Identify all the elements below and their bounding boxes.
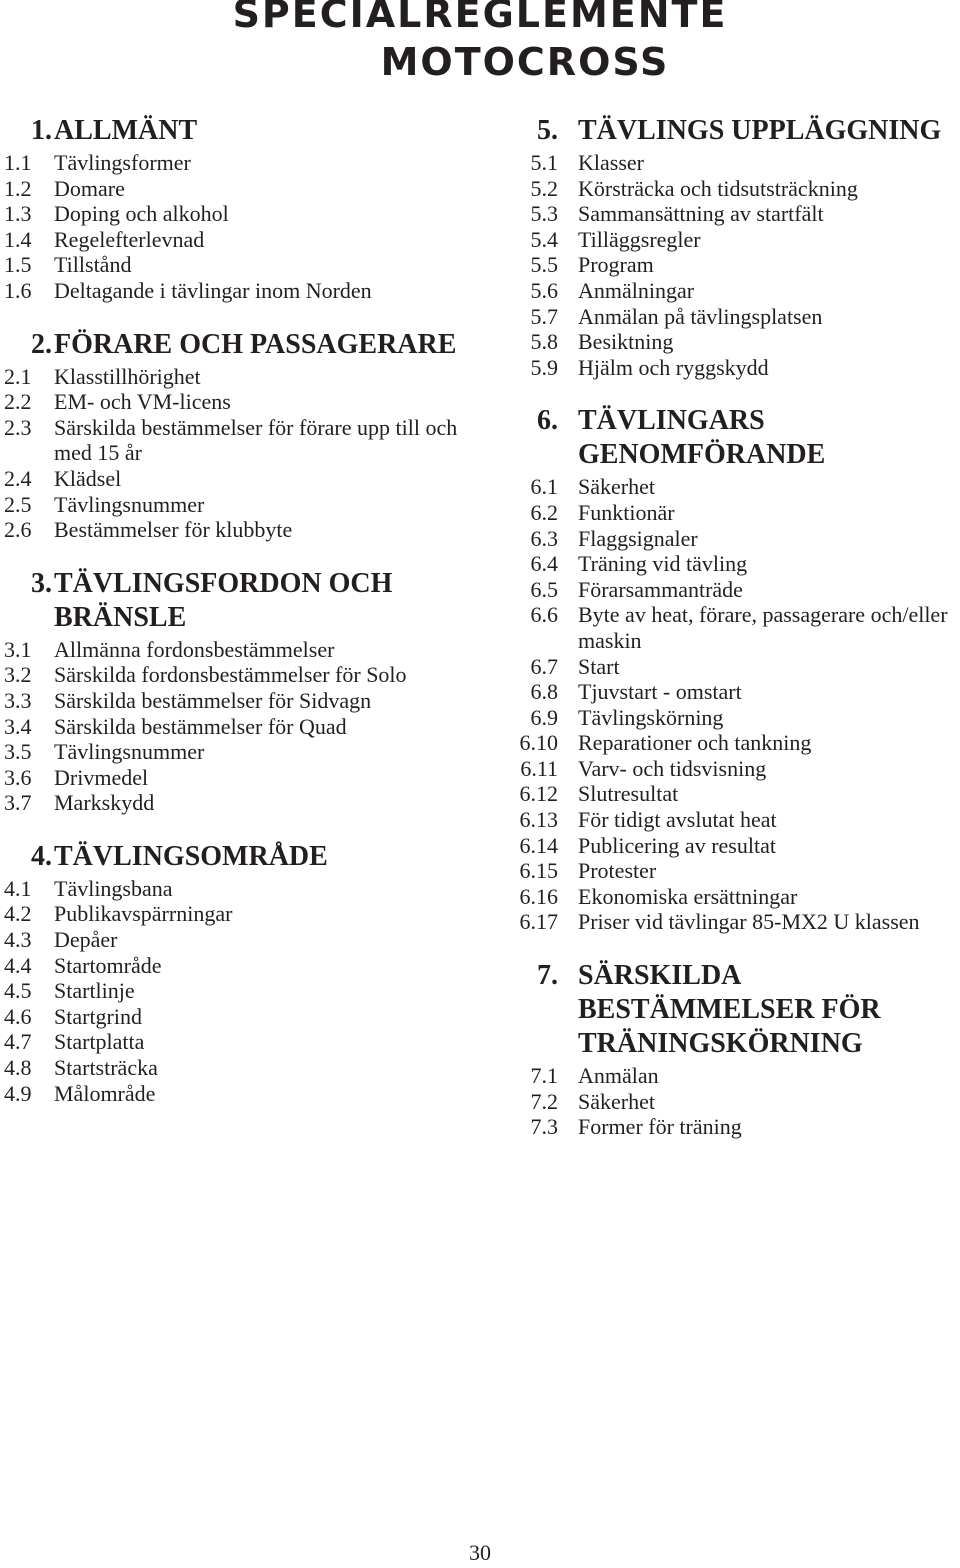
section-heading (0, 328, 470, 362)
entry-number: 5.2 (530, 175, 558, 201)
entry-number: 1.1 (4, 150, 32, 175)
toc-entry (0, 978, 470, 1004)
entry-number: 5.3 (530, 201, 558, 227)
entry-number: 6.4 (530, 551, 558, 577)
entry-number: 7.1 (530, 1063, 558, 1089)
section-number: 2. (31, 328, 52, 360)
entry-title: Tävlingsbana (54, 875, 173, 901)
section-heading (490, 404, 960, 472)
section-title: TÄVLINGSOMRÅDE (54, 840, 328, 872)
toc-entry (490, 833, 960, 859)
section-title: FÖRARE OCH PASSAGERARE (54, 328, 457, 360)
toc-entry (490, 909, 960, 935)
toc-entry (0, 901, 470, 927)
toc-entry (490, 278, 960, 304)
entry-number: 5.4 (530, 226, 558, 252)
toc-entry (490, 654, 960, 680)
toc-left-column (0, 114, 470, 1106)
title-line-2: MOTOCROSS (380, 40, 670, 84)
toc-entry (490, 1063, 960, 1089)
toc-entry (490, 474, 960, 500)
entry-number: 3.2 (4, 662, 32, 688)
entry-number: 6.2 (530, 499, 558, 525)
entry-title: Klädsel (54, 465, 122, 491)
entry-number: 6.17 (519, 909, 558, 935)
toc-entry (490, 756, 960, 782)
entry-number: 6.5 (530, 576, 558, 602)
toc-entry (0, 688, 470, 714)
toc-entry (0, 466, 470, 492)
toc-section (0, 567, 470, 816)
entry-title: Publicering av resultat (578, 832, 776, 858)
entry-title: Allmänna fordonsbestämmelser (54, 636, 335, 662)
entry-title: Byte av heat, förare, passagerare och/eller maskin (578, 602, 948, 653)
entry-title: Markskydd (54, 790, 155, 816)
entry-number: 3.4 (4, 713, 32, 739)
toc-entry (490, 781, 960, 807)
toc-section (490, 114, 960, 380)
entry-number: 7.3 (530, 1114, 558, 1140)
entry-title: Särskilda bestämmelser för förare upp till och med 15 år (54, 414, 458, 466)
toc-entry (0, 415, 470, 466)
entry-number: 2.2 (4, 389, 32, 415)
section-heading (0, 567, 470, 635)
toc-entry (0, 1004, 470, 1030)
section-number: 1. (31, 115, 52, 146)
entry-title: Tillstånd (54, 252, 132, 278)
entry-title: Tävlingskörning (578, 704, 724, 730)
entry-title: Slutresultat (578, 781, 679, 807)
toc-entry (0, 1055, 470, 1081)
entry-title: Särskilda fordonsbestämmelser för Solo (54, 662, 407, 688)
entry-number: 4.1 (4, 875, 32, 901)
entry-title: Besiktning (578, 329, 674, 355)
entry-number: 6.15 (519, 858, 558, 884)
entry-title: Former för träning (578, 1114, 742, 1140)
toc-entry (0, 278, 470, 304)
entry-number: 5.6 (530, 277, 558, 303)
entry-title: Program (578, 252, 654, 278)
toc-entry (490, 355, 960, 381)
entry-number: 6.7 (530, 653, 558, 679)
entry-number: 3.6 (4, 764, 32, 790)
page-number: 30 (469, 1540, 491, 1565)
entry-number: 5.5 (530, 252, 558, 278)
entry-title: För tidigt avslutat heat (578, 807, 777, 833)
toc-entry (0, 765, 470, 791)
entry-number: 4.3 (4, 927, 32, 953)
entry-title: Tävlingsnummer (54, 491, 205, 517)
entry-number: 6.8 (530, 679, 558, 705)
entry-number: 6.16 (519, 883, 558, 909)
toc-section (490, 959, 960, 1140)
title-line-1: SPECIALREGLEMENTE (232, 0, 728, 36)
entry-number: 1.2 (4, 175, 32, 201)
toc-entry (0, 492, 470, 518)
entry-number: 3.1 (4, 636, 32, 662)
toc-entry (0, 790, 470, 816)
entry-title: Startlinje (54, 978, 135, 1004)
entry-title: Funktionär (578, 499, 675, 525)
toc-entry (0, 714, 470, 740)
entry-title: Anmälan på tävlingsplatsen (578, 303, 823, 329)
entry-number: 4.8 (4, 1055, 32, 1081)
toc-entry (490, 679, 960, 705)
toc-entry (490, 551, 960, 577)
toc-entry (0, 953, 470, 979)
section-number: 3. (31, 567, 52, 599)
entry-number: 3.5 (4, 739, 32, 765)
entry-title: Ekonomiska ersättningar (578, 883, 798, 909)
entry-title: Priser vid tävlingar 85-MX2 U klassen (578, 909, 920, 935)
entry-title: Träning vid tävling (578, 551, 748, 577)
toc-entry (490, 1114, 960, 1140)
toc-entry (490, 1089, 960, 1115)
toc-entry (490, 201, 960, 227)
toc-entry (490, 858, 960, 884)
entry-number: 6.11 (520, 755, 558, 781)
entry-number: 6.14 (519, 832, 558, 858)
toc-entry (490, 304, 960, 330)
entry-title: Domare (54, 175, 125, 201)
entry-title: Startgrind (54, 1003, 142, 1029)
entry-number: 4.6 (4, 1003, 32, 1029)
toc-section (0, 840, 470, 1106)
toc-entry (490, 150, 960, 176)
entry-title: Drivmedel (54, 764, 149, 790)
entry-number: 2.1 (4, 363, 32, 389)
entry-number: 5.8 (530, 329, 558, 355)
entry-number: 6.10 (519, 730, 558, 756)
toc-right-column (490, 114, 960, 1140)
entry-title: Startsträcka (54, 1055, 158, 1081)
entry-number: 3.7 (4, 790, 32, 816)
entry-number: 4.2 (4, 901, 32, 927)
entry-title: Tävlingsformer (54, 150, 191, 175)
entry-number: 5.7 (530, 303, 558, 329)
entry-title: Depåer (54, 927, 118, 953)
entry-title: Sammansättning av startfält (578, 201, 824, 227)
entry-title: Startområde (54, 952, 162, 978)
toc-entry (490, 227, 960, 253)
entry-title: Särskilda bestämmelser för Quad (54, 713, 347, 739)
section-heading (490, 959, 960, 1061)
entry-title: Startplatta (54, 1029, 145, 1055)
entry-title: Deltagande i tävlingar inom Norden (54, 277, 372, 303)
toc-entry (490, 526, 960, 552)
entry-title: Protester (578, 858, 657, 884)
toc-entry (0, 637, 470, 663)
section-title: TÄVLINGSFORDON OCH BRÄNSLE (54, 567, 393, 633)
entry-number: 4.4 (4, 952, 32, 978)
entry-title: Publikavspärrningar (54, 901, 233, 927)
entry-title: Anmälningar (578, 277, 695, 303)
entry-title: Klasser (578, 150, 644, 175)
entry-title: Särskilda bestämmelser för Sidvagn (54, 687, 372, 713)
toc-entry (0, 517, 470, 543)
entry-title: Målområde (54, 1080, 156, 1106)
toc-entry (490, 602, 960, 653)
entry-title: Körsträcka och tidsutsträckning (578, 175, 858, 201)
section-title: TÄVLINGS UPPLÄGGNING (578, 115, 942, 146)
section-title: ALLMÄNT (54, 115, 198, 146)
entry-title: Bestämmelser för klubbyte (54, 517, 293, 543)
entry-number: 7.2 (530, 1088, 558, 1114)
toc-section (0, 114, 470, 304)
entry-title: Hjälm och ryggskydd (578, 354, 769, 380)
section-heading (0, 114, 470, 148)
entry-title: Tjuvstart - omstart (578, 679, 742, 705)
entry-number: 6.12 (519, 781, 558, 807)
toc-entry (0, 662, 470, 688)
toc-entry (0, 1081, 470, 1107)
entry-number: 1.4 (4, 226, 32, 252)
section-number: 6. (537, 405, 558, 437)
toc-entry (0, 150, 470, 176)
entry-title: Flaggsignaler (578, 525, 698, 551)
entry-number: 4.9 (4, 1080, 32, 1106)
entry-number: 4.5 (4, 978, 32, 1004)
toc-entry (0, 1029, 470, 1055)
toc-entry (490, 329, 960, 355)
entry-title: Doping och alkohol (54, 201, 229, 227)
toc-entry (490, 252, 960, 278)
entry-number: 2.3 (4, 414, 32, 440)
section-heading (0, 840, 470, 874)
entry-title: Förarsammanträde (578, 576, 743, 602)
toc-entry (0, 389, 470, 415)
entry-number: 6.13 (519, 807, 558, 833)
entry-title: Säkerhet (578, 1088, 655, 1114)
entry-number: 2.6 (4, 517, 32, 543)
entry-number: 1.3 (4, 201, 32, 227)
entry-title: Klasstillhörighet (54, 363, 201, 389)
section-heading (490, 114, 960, 148)
entry-number: 6.3 (530, 525, 558, 551)
toc-entry (490, 884, 960, 910)
entry-number: 3.3 (4, 687, 32, 713)
entry-title: Regelefterlevnad (54, 226, 205, 252)
entry-title: EM- och VM-licens (54, 389, 231, 415)
toc-entry (0, 176, 470, 202)
entry-title: Tilläggsregler (578, 226, 701, 252)
toc-entry (490, 807, 960, 833)
toc-entry (0, 364, 470, 390)
entry-number: 2.5 (4, 491, 32, 517)
toc-entry (0, 927, 470, 953)
toc-entry (0, 201, 470, 227)
entry-title: Reparationer och tankning (578, 730, 812, 756)
section-number: 4. (31, 840, 52, 872)
entry-number: 5.1 (530, 150, 558, 175)
toc-entry (0, 876, 470, 902)
entry-title: Anmälan (578, 1063, 659, 1089)
toc-entry (490, 705, 960, 731)
entry-number: 6.6 (530, 602, 558, 628)
toc-entry (490, 500, 960, 526)
document-title (0, 0, 960, 86)
entry-number: 4.7 (4, 1029, 32, 1055)
toc-entry (490, 730, 960, 756)
section-title: SÄRSKILDA BESTÄMMELSER FÖR TRÄNINGSKÖRNING (578, 960, 881, 1060)
section-number: 5. (537, 115, 558, 146)
entry-number: 6.9 (530, 704, 558, 730)
toc-entry (0, 739, 470, 765)
entry-number: 1.6 (4, 277, 32, 303)
toc-entry (0, 252, 470, 278)
entry-number: 2.4 (4, 465, 32, 491)
toc-entry (490, 577, 960, 603)
section-number: 7. (537, 960, 558, 992)
entry-title: Start (578, 653, 620, 679)
entry-title: Tävlingsnummer (54, 739, 205, 765)
entry-number: 6.1 (530, 474, 558, 500)
entry-title: Säkerhet (578, 474, 655, 500)
entry-title: Varv- och tidsvisning (578, 755, 767, 781)
toc-section (0, 328, 470, 543)
toc-entry (490, 176, 960, 202)
toc-entry (0, 227, 470, 253)
entry-number: 1.5 (4, 252, 32, 278)
entry-number: 5.9 (530, 354, 558, 380)
section-title: TÄVLINGARS GENOMFÖRANDE (578, 405, 826, 471)
toc-section (490, 404, 960, 935)
